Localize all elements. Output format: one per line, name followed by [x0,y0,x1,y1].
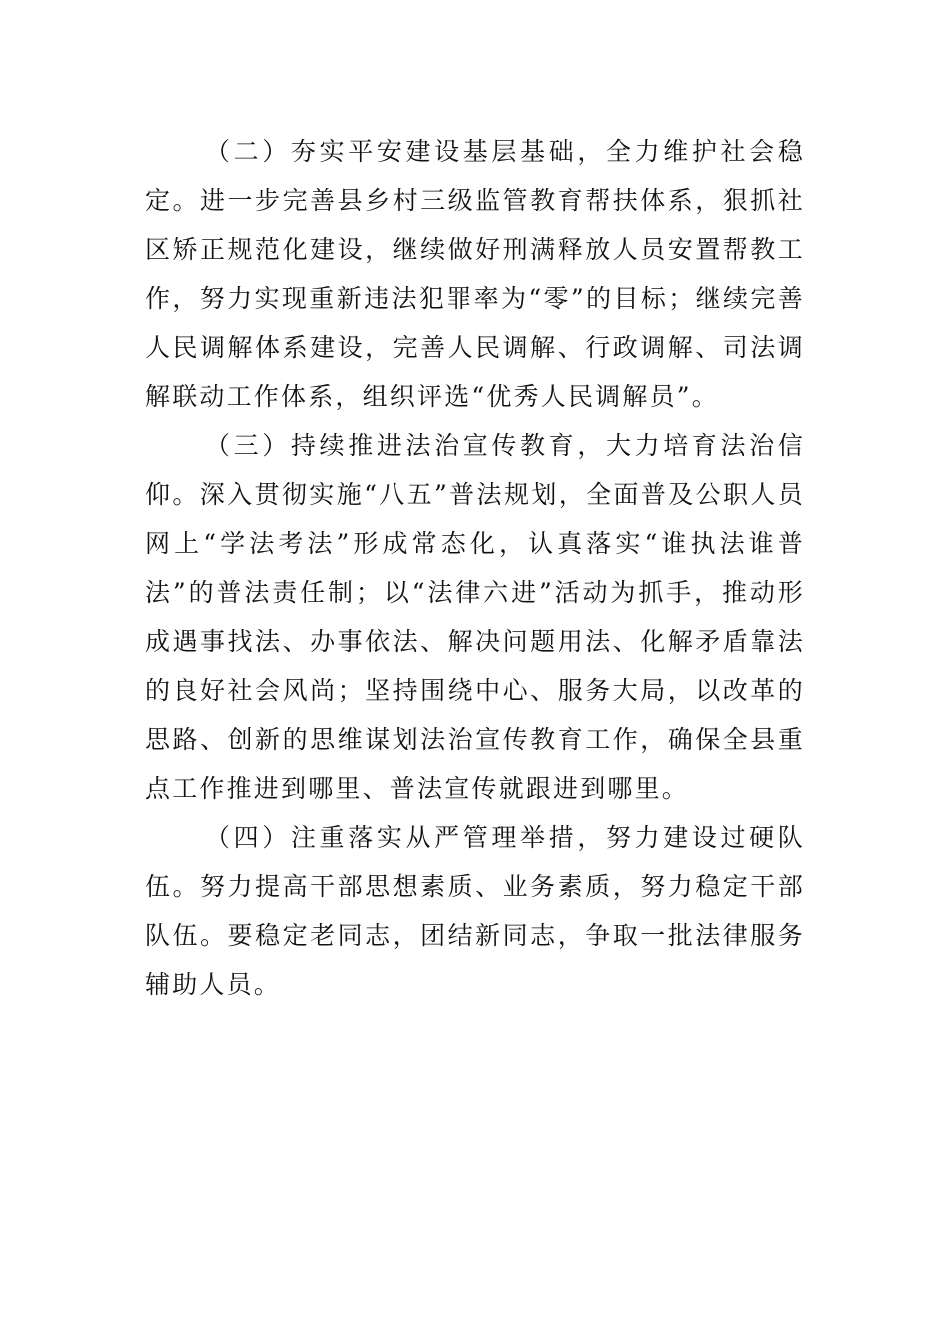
paragraph-safety-construction: （二）夯实平安建设基层基础，全力维护社会稳定。进一步完善县乡村三级监管教育帮扶体系，狠抓社区矫正规范化建设，继续做好刑满释放人员安置帮教工作，努力实现重新违法犯罪率为“零”的目标；继续完善人民调解体系建设，完善人民调解、行政调解、司法调解联动工作体系，组织评选“优秀人民调解员”。 [145,137,805,411]
document-body [145,127,805,1009]
paragraph-team-management: （四）注重落实从严管理举措，努力建设过硬队伍。努力提高干部思想素质、业务素质，努力稳定干部队伍。要稳定老同志，团结新同志，争取一批法律服务辅助人员。 [145,823,805,999]
paragraph-legal-education: （三）持续推进法治宣传教育，大力培育法治信仰。深入贯彻实施“八五”普法规划，全面普及公职人员网上“学法考法”形成常态化，认真落实“谁执法谁普法”的普法责任制；以“法律六进”活动为抓手，推动形成遇事找法、办事依法、解决问题用法、化解矛盾靠法的良好社会风尚；坚持围绕中心、服务大局，以改革的思路、创新的思维谋划法治宣传教育工作，确保全县重点工作推进到哪里、普法宣传就跟进到哪里。 [145,431,805,803]
